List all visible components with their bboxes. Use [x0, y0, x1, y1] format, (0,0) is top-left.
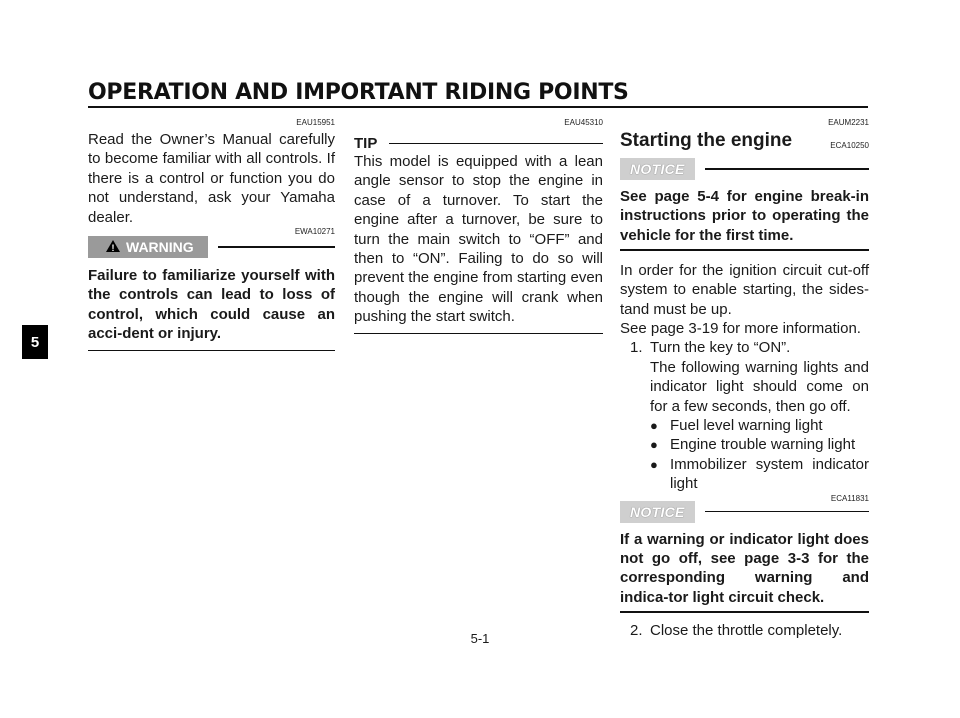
notice-rule — [705, 168, 869, 170]
notice-end-rule — [620, 249, 869, 251]
reference-code: EAUM2231 — [828, 118, 869, 127]
tip-header — [354, 135, 603, 152]
notice-header — [620, 501, 869, 523]
notice-rule — [705, 511, 869, 513]
reference-code: EAU15951 — [296, 118, 335, 127]
page-number: 5-1 — [470, 631, 490, 646]
tip-rule — [389, 143, 603, 145]
bullet-icon: ● — [650, 437, 658, 453]
list-item-text: Immobilizer system indicator light — [670, 455, 869, 493]
bullet-icon: ● — [650, 417, 658, 433]
reference-code: EAU45310 — [564, 118, 603, 127]
step-1 — [620, 338, 869, 357]
warning-text: Failure to familiarize yourself with the controls can lead to loss of control, which could cause an acci-dent or injury. — [88, 267, 335, 343]
warning-label-box — [88, 236, 208, 258]
notice-label: NOTICE — [630, 503, 685, 520]
warning-rule — [218, 246, 335, 248]
list-item-text: Engine trouble warning light — [670, 436, 856, 454]
column-3 — [620, 114, 869, 640]
tip-text: This model is equipped with a lean angle sensor to stop the engine in case of a turnover. To start the engine after a turnover, be sure to turn the main switch to “OFF” and then to “ON”. Failing to do so will prevent the engine from starting even though the engine will crank when pushing the start switch. — [354, 153, 603, 326]
warning-triangle-icon — [106, 239, 120, 255]
heading-rule — [88, 106, 868, 108]
tip-end-rule — [354, 333, 603, 335]
notice-label-box — [620, 501, 695, 523]
reference-code: ECA10250 — [830, 141, 869, 150]
section-title: Starting the engine — [620, 130, 793, 151]
notice-text: If a warning or indicator light does not go off, see page 3-3 for the corresponding warning and indica-tor light circuit check. — [620, 530, 869, 606]
step-text: Turn the key to “ON”. — [650, 339, 791, 357]
page-heading: OPERATION AND IMPORTANT RIDING POINTS — [88, 80, 629, 105]
reference-code: ECA11831 — [830, 493, 869, 503]
bullet-icon: ● — [650, 456, 658, 472]
svg-text:!: ! — [111, 243, 115, 253]
step-number: 1. — [630, 339, 643, 357]
step-number: 2. — [630, 621, 643, 639]
warning-label: WARNING — [126, 239, 194, 256]
warning-header — [88, 236, 335, 258]
notice-label-box — [620, 158, 695, 180]
paragraph: See page 3-19 for more information. — [620, 319, 861, 337]
column-2 — [354, 114, 603, 334]
step-1-detail — [620, 358, 869, 416]
notice-end-rule — [620, 611, 869, 613]
warning-end-rule — [88, 350, 335, 352]
reference-code: EWA10271 — [294, 227, 335, 237]
list-item — [620, 435, 869, 454]
list-item — [620, 455, 869, 494]
column-1 — [88, 114, 335, 351]
step-detail-text: The following warning lights and indicator light should come on for a few seconds, then go off. — [650, 358, 869, 415]
section-title-row — [620, 130, 869, 152]
notice-label: NOTICE — [630, 161, 685, 177]
chapter-tab[interactable]: 5 — [22, 325, 48, 359]
list-item-text: Fuel level warning light — [670, 416, 823, 434]
notice-text: See page 5-4 for engine break-in instructions prior to operating the vehicle for the first time. — [620, 188, 869, 244]
notice-header — [620, 158, 869, 180]
list-item — [620, 416, 869, 435]
step-text: Close the throttle completely. — [650, 621, 843, 639]
paragraph: In order for the ignition circuit cut-off system to enable starting, the sides-tand must be up. — [620, 261, 869, 318]
tip-label: TIP — [354, 135, 378, 152]
intro-paragraph: Read the Owner’s Manual carefully to become familiar with all controls. If there is a control or function you do not understand, ask your Yamaha dealer. — [88, 131, 335, 226]
